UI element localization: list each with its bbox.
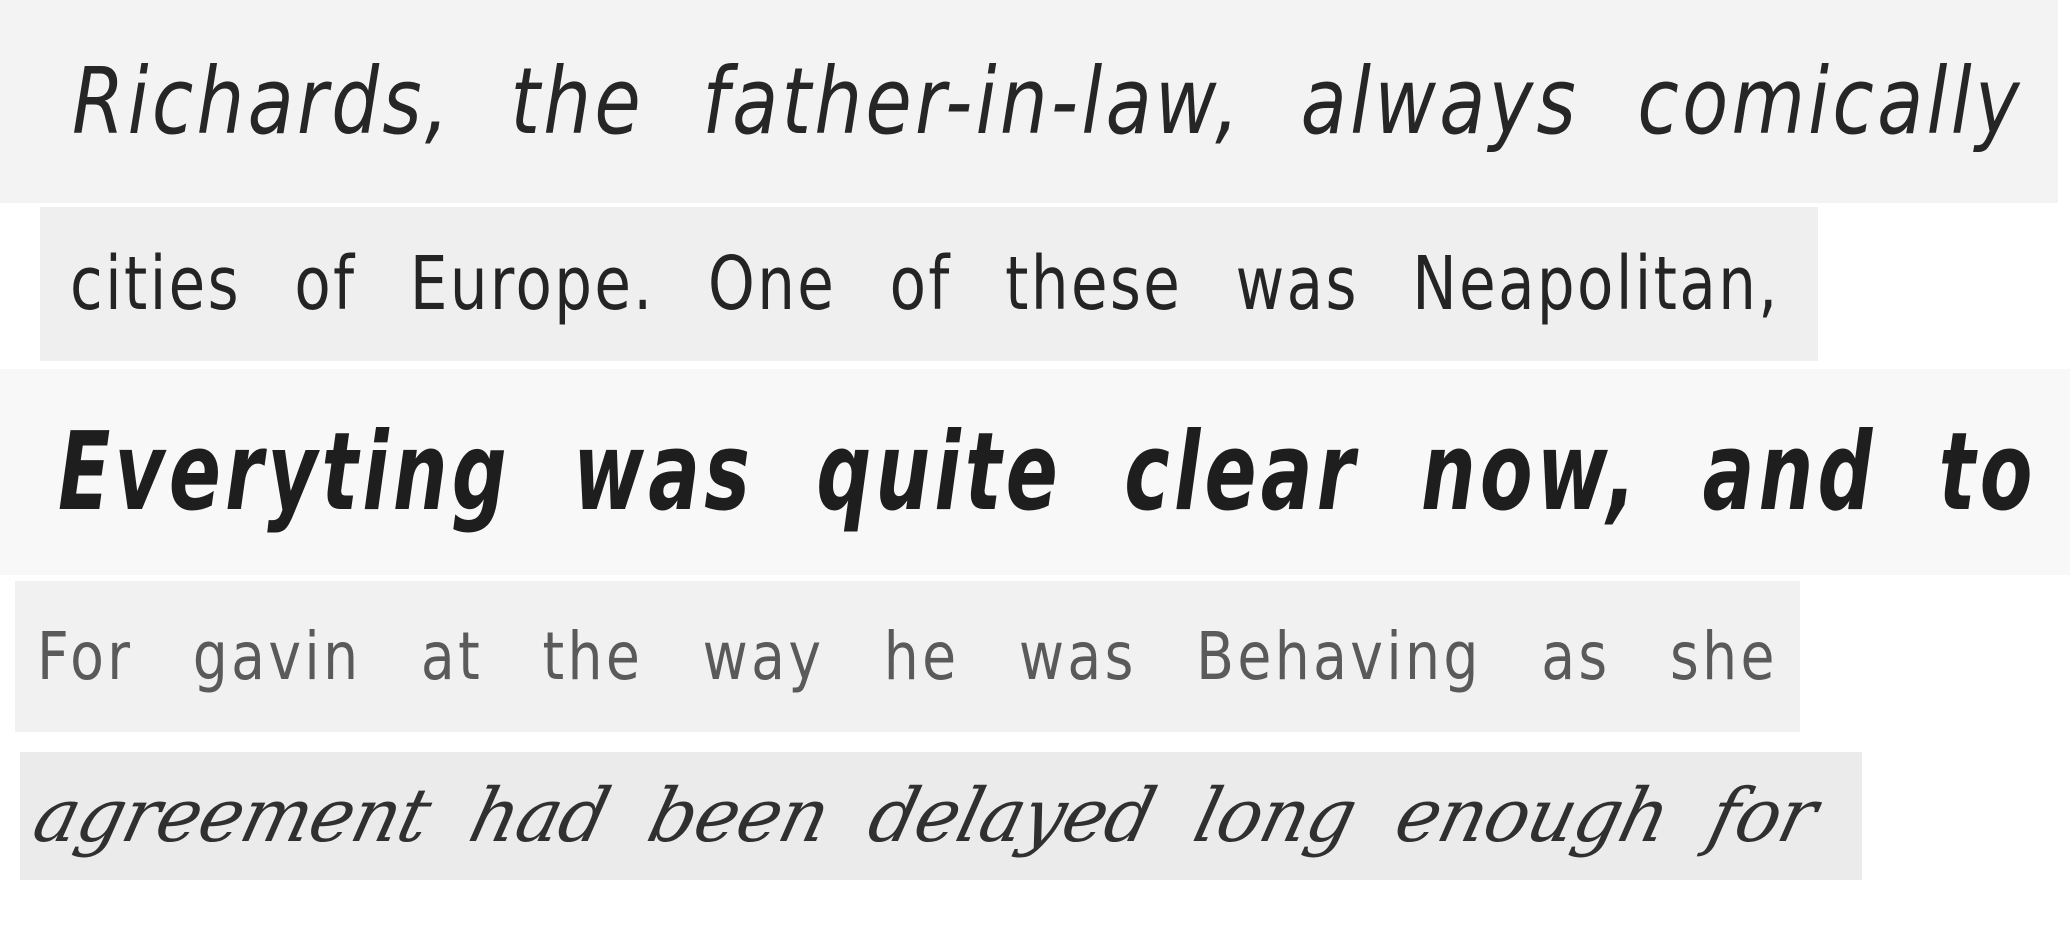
handwriting-text-4: For gavin at the way he was Behaving as she: [37, 618, 1778, 695]
handwriting-line-3: [0, 369, 2070, 575]
handwriting-text-3: Everyting was quite clear now, and to: [58, 409, 2037, 535]
handwriting-text-1: Richards, the father-in-law, always comically: [72, 48, 2023, 155]
handwriting-text-5: agreement had been delayed long enough for: [25, 773, 1825, 859]
handwriting-line-1: [0, 0, 2058, 203]
handwriting-line-4: [15, 581, 1800, 732]
handwriting-line-5: [20, 752, 1862, 880]
handwriting-line-2: [40, 207, 1818, 361]
handwriting-text-2: cities of Europe. One of these was Neapolitan,: [70, 241, 1780, 327]
